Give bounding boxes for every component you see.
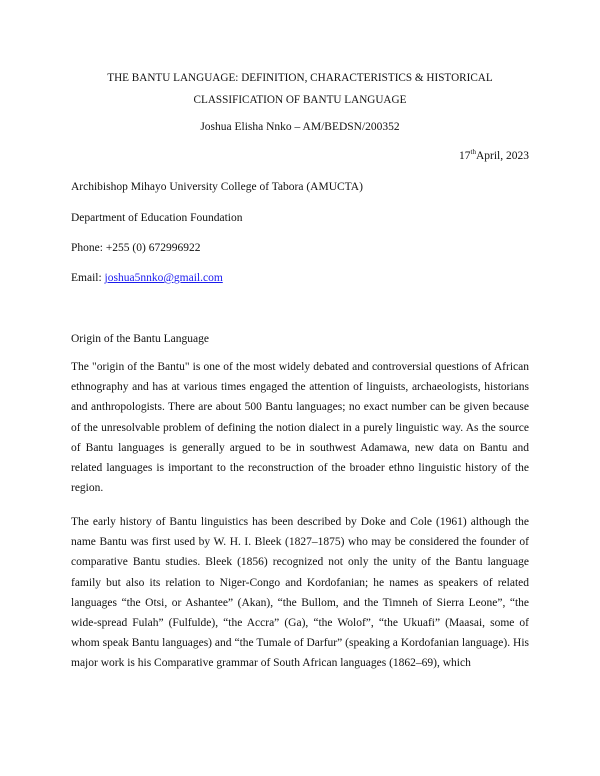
email-line [71,272,223,284]
date-line [459,150,529,162]
date-suffix: th [470,148,476,156]
paper-title-line-2: CLASSIFICATION OF BANTU LANGUAGE [193,94,407,106]
date-day: 17 [459,150,471,162]
email-label: Email: [71,272,105,284]
paper-title-line-1: THE BANTU LANGUAGE: DEFINITION, CHARACTERISTICS & HISTORICAL [107,72,493,84]
author-line: Joshua Elisha Nnko – AM/BEDSN/200352 [200,121,400,133]
paper-title [0,67,600,111]
email-link[interactable]: joshua5nnko@gmail.com [104,272,223,284]
date-rest: April, 2023 [475,150,529,162]
institution-line: Archibishop Mihayo University College of Tabora (AMUCTA) [71,181,363,193]
phone-line: Phone: +255 (0) 672996922 [71,242,201,254]
section-heading: Origin of the Bantu Language [71,333,209,345]
paragraph-origin: The "origin of the Bantu" is one of the most widely debated and controversial questions of African ethnography and has at various times engaged the attention of linguists, archaeologists, historians and anthropologists. There are about 500 Bantu languages; no exact number can be given because of the unresolvable problem of defining the notion dialect in a purely linguistic way. As the source of Bantu languages is generally argued to be in southwest Adamawa, new data on Bantu and related languages is important to the reconstruction of the broader ethno linguistic history of the region. [71,361,529,495]
paragraph-history: The early history of Bantu linguistics has been described by Doke and Cole (1961) although the name Bantu was first used by W. H. I. Bleek (1827–1875) who may be considered the founder of comparative Bantu studies. Bleek (1856) recognized not only the unity of the Bantu language family but also its relation to Niger-Congo and Kordofanian; he names as speakers of related languages “the Otsi, or Ashantee” (Akan), “the Bullom, and the Timneh of Sierra Leone”, “the wide-spread Fulah” (Fulfulde), “the Accra” (Ga), “the Wolof”, “the Ukuafi” (Maasai, some of whom speak Bantu languages) and “the Tumale of Darfur” (speaking a Kordofanian language). His major work is his Comparative grammar of South African languages (1862–69), which [71,516,529,670]
department-line: Department of Education Foundation [71,212,243,224]
